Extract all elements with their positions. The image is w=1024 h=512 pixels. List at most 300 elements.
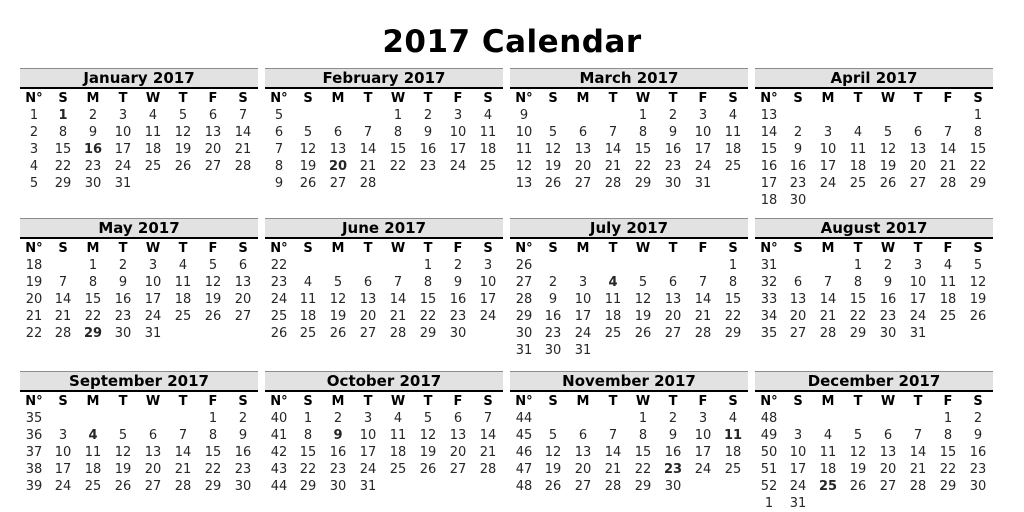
day-of-week-header: M — [576, 90, 590, 106]
day-of-week-header: M — [821, 393, 835, 409]
empty-date-cell — [473, 478, 503, 495]
date-cell: 14 — [694, 292, 712, 307]
date-cell: 22 — [84, 309, 102, 324]
date-cell: 23 — [234, 462, 252, 477]
day-of-week-header: T — [423, 240, 433, 256]
date-cell: 28 — [604, 479, 622, 494]
week-row — [510, 124, 748, 141]
date-cell: 28 — [54, 326, 72, 341]
day-of-week-header: F — [698, 90, 708, 106]
week-number-cell: 15 — [760, 142, 778, 157]
month-title: October 2017 — [265, 371, 503, 392]
date-cell: 14 — [54, 292, 72, 307]
date-cell: 20 — [144, 462, 162, 477]
week-row — [20, 308, 258, 325]
week-row — [510, 410, 748, 427]
date-cell: 24 — [144, 309, 162, 324]
date-cell: 27 — [449, 462, 467, 477]
day-of-week-header: W — [145, 90, 161, 106]
day-of-week-header: W — [390, 90, 406, 106]
empty-date-cell — [843, 192, 873, 209]
week-row — [510, 308, 748, 325]
date-cell: 29 — [634, 479, 652, 494]
week-number-cell: 30 — [515, 326, 533, 341]
empty-date-cell — [628, 257, 658, 274]
week-number-header: N° — [515, 90, 533, 106]
empty-date-cell — [598, 410, 628, 427]
day-of-week-header: M — [331, 240, 345, 256]
month-table — [265, 89, 503, 192]
empty-date-cell — [813, 410, 843, 427]
date-cell: 1 — [638, 411, 648, 426]
date-cell: 1 — [973, 108, 983, 123]
date-cell: 11 — [174, 275, 192, 290]
empty-date-cell — [688, 257, 718, 274]
date-cell: 29 — [969, 176, 987, 191]
week-number-cell: 21 — [25, 309, 43, 324]
date-cell: 3 — [823, 125, 833, 140]
week-number-cell: 16 — [760, 159, 778, 174]
date-cell: 1 — [728, 258, 738, 273]
date-cell: 22 — [419, 309, 437, 324]
date-cell: 14 — [389, 292, 407, 307]
date-cell: 12 — [419, 428, 437, 443]
day-of-week-header: W — [390, 393, 406, 409]
date-cell: 14 — [174, 445, 192, 460]
day-of-week-header: S — [303, 90, 313, 106]
day-of-week-header: T — [913, 393, 923, 409]
date-cell: 31 — [694, 176, 712, 191]
week-number-header: N° — [25, 90, 43, 106]
date-cell: 31 — [909, 326, 927, 341]
date-cell: 2 — [88, 108, 98, 123]
date-cell: 24 — [54, 479, 72, 494]
date-cell: 2 — [883, 258, 893, 273]
empty-date-cell — [443, 478, 473, 495]
date-cell: 22 — [389, 159, 407, 174]
date-cell: 26 — [114, 479, 132, 494]
empty-date-cell — [903, 107, 933, 124]
empty-date-cell — [353, 257, 383, 274]
date-cell: 28 — [359, 176, 377, 191]
holiday-date-cell: 20 — [328, 159, 348, 174]
day-of-week-header: S — [58, 240, 68, 256]
week-number-cell: 36 — [25, 428, 43, 443]
date-cell: 18 — [604, 309, 622, 324]
day-of-week-header: W — [390, 240, 406, 256]
week-row — [755, 124, 993, 141]
week-number-cell: 50 — [760, 445, 778, 460]
date-cell: 8 — [638, 428, 648, 443]
week-number-cell: 19 — [25, 275, 43, 290]
date-cell: 3 — [483, 258, 493, 273]
date-cell: 25 — [724, 159, 742, 174]
date-cell: 19 — [544, 159, 562, 174]
week-row — [510, 325, 748, 342]
date-cell: 14 — [604, 445, 622, 460]
week-row — [20, 141, 258, 158]
month-title: September 2017 — [20, 371, 258, 392]
week-row — [755, 291, 993, 308]
date-cell: 12 — [544, 445, 562, 460]
date-cell: 31 — [359, 479, 377, 494]
empty-date-cell — [228, 325, 258, 342]
date-cell: 11 — [604, 292, 622, 307]
date-cell: 12 — [544, 142, 562, 157]
holiday-date-cell: 1 — [58, 108, 68, 123]
empty-date-cell — [783, 410, 813, 427]
empty-date-cell — [873, 495, 903, 512]
empty-date-cell — [813, 192, 843, 209]
date-cell: 21 — [694, 309, 712, 324]
day-of-week-header: T — [423, 90, 433, 106]
date-cell: 1 — [423, 258, 433, 273]
month-table — [510, 89, 748, 192]
date-cell: 24 — [574, 326, 592, 341]
date-cell: 21 — [939, 159, 957, 174]
date-cell: 6 — [148, 428, 158, 443]
week-row — [510, 141, 748, 158]
date-cell: 29 — [724, 326, 742, 341]
week-row — [265, 291, 503, 308]
day-of-week-header: S — [548, 90, 558, 106]
date-cell: 24 — [789, 479, 807, 494]
week-row — [265, 427, 503, 444]
week-row — [265, 308, 503, 325]
date-cell: 11 — [479, 125, 497, 140]
date-cell: 20 — [909, 159, 927, 174]
date-cell: 11 — [724, 125, 742, 140]
date-cell: 12 — [329, 292, 347, 307]
date-cell: 17 — [449, 142, 467, 157]
week-number-cell: 8 — [274, 159, 284, 174]
empty-date-cell — [138, 175, 168, 192]
week-number-cell: 48 — [760, 411, 778, 426]
week-row — [755, 107, 993, 124]
week-number-cell: 51 — [760, 462, 778, 477]
empty-date-cell — [783, 107, 813, 124]
week-number-cell: 35 — [760, 326, 778, 341]
week-number-cell: 24 — [270, 292, 288, 307]
empty-date-cell — [108, 410, 138, 427]
date-cell: 8 — [728, 275, 738, 290]
date-cell: 7 — [58, 275, 68, 290]
date-cell: 21 — [604, 159, 622, 174]
date-cell: 16 — [449, 292, 467, 307]
day-of-week-header: S — [973, 90, 983, 106]
date-cell: 21 — [819, 309, 837, 324]
date-cell: 15 — [54, 142, 72, 157]
date-cell: 17 — [694, 142, 712, 157]
month-september-2017 — [20, 371, 258, 495]
week-number-cell: 9 — [274, 176, 284, 191]
date-cell: 6 — [333, 125, 343, 140]
date-cell: 21 — [234, 142, 252, 157]
date-cell: 29 — [299, 479, 317, 494]
date-cell: 28 — [604, 176, 622, 191]
date-cell: 17 — [114, 142, 132, 157]
week-row — [20, 158, 258, 175]
date-cell: 28 — [819, 326, 837, 341]
date-cell: 15 — [634, 142, 652, 157]
date-cell: 9 — [973, 428, 983, 443]
date-cell: 30 — [789, 193, 807, 208]
date-cell: 5 — [548, 125, 558, 140]
month-table — [510, 239, 748, 359]
month-table — [755, 392, 993, 512]
date-cell: 28 — [939, 176, 957, 191]
date-cell: 14 — [234, 125, 252, 140]
date-cell: 29 — [634, 176, 652, 191]
empty-date-cell — [873, 192, 903, 209]
date-cell: 27 — [664, 326, 682, 341]
day-of-week-header: T — [363, 393, 373, 409]
date-cell: 1 — [303, 411, 313, 426]
date-cell: 19 — [114, 462, 132, 477]
date-cell: 7 — [608, 428, 618, 443]
date-cell: 25 — [849, 176, 867, 191]
empty-date-cell — [413, 478, 443, 495]
date-cell: 16 — [114, 292, 132, 307]
week-row — [510, 107, 748, 124]
week-number-header: N° — [25, 240, 43, 256]
month-may-2017 — [20, 218, 258, 342]
date-cell: 22 — [634, 462, 652, 477]
week-row — [510, 158, 748, 175]
day-of-week-header: W — [145, 393, 161, 409]
week-row — [20, 257, 258, 274]
date-cell: 11 — [849, 142, 867, 157]
empty-date-cell — [198, 175, 228, 192]
date-cell: 24 — [114, 159, 132, 174]
empty-date-cell — [933, 192, 963, 209]
date-cell: 16 — [969, 445, 987, 460]
date-cell: 21 — [359, 159, 377, 174]
date-cell: 19 — [329, 309, 347, 324]
month-table — [265, 239, 503, 342]
date-cell: 28 — [909, 479, 927, 494]
day-of-week-header: S — [238, 90, 248, 106]
date-cell: 8 — [638, 125, 648, 140]
date-cell: 28 — [389, 326, 407, 341]
date-cell: 23 — [329, 462, 347, 477]
week-row — [510, 444, 748, 461]
date-cell: 3 — [698, 108, 708, 123]
date-cell: 17 — [144, 292, 162, 307]
date-cell: 20 — [359, 309, 377, 324]
date-cell: 4 — [303, 275, 313, 290]
day-of-week-header: W — [635, 393, 651, 409]
date-cell: 13 — [144, 445, 162, 460]
month-title: November 2017 — [510, 371, 748, 392]
date-cell: 5 — [638, 275, 648, 290]
day-of-week-header: F — [943, 240, 953, 256]
date-cell: 4 — [148, 108, 158, 123]
date-cell: 8 — [393, 125, 403, 140]
day-of-week-header: S — [973, 240, 983, 256]
empty-date-cell — [813, 257, 843, 274]
week-number-cell: 4 — [29, 159, 39, 174]
date-cell: 3 — [148, 258, 158, 273]
empty-date-cell — [628, 342, 658, 359]
month-march-2017 — [510, 68, 748, 192]
date-cell: 26 — [879, 176, 897, 191]
date-cell: 13 — [234, 275, 252, 290]
date-cell: 4 — [728, 411, 738, 426]
date-cell: 4 — [823, 428, 833, 443]
date-cell: 18 — [479, 142, 497, 157]
date-cell: 26 — [174, 159, 192, 174]
empty-date-cell — [413, 175, 443, 192]
date-cell: 29 — [54, 176, 72, 191]
date-cell: 20 — [574, 462, 592, 477]
date-cell: 4 — [728, 108, 738, 123]
date-cell: 24 — [819, 176, 837, 191]
week-number-cell: 14 — [760, 125, 778, 140]
day-of-week-header: W — [145, 240, 161, 256]
date-cell: 28 — [174, 479, 192, 494]
week-row — [20, 444, 258, 461]
month-title: March 2017 — [510, 68, 748, 89]
date-cell: 3 — [793, 428, 803, 443]
date-cell: 24 — [909, 309, 927, 324]
month-title: December 2017 — [755, 371, 993, 392]
week-row — [265, 175, 503, 192]
month-title: May 2017 — [20, 218, 258, 239]
date-cell: 8 — [973, 125, 983, 140]
date-cell: 25 — [144, 159, 162, 174]
week-number-cell: 38 — [25, 462, 43, 477]
week-number-header: N° — [515, 393, 533, 409]
date-cell: 3 — [578, 275, 588, 290]
week-row — [755, 325, 993, 342]
date-cell: 4 — [393, 411, 403, 426]
day-of-week-header: M — [576, 393, 590, 409]
week-number-cell: 49 — [760, 428, 778, 443]
empty-date-cell — [228, 175, 258, 192]
day-of-week-header: T — [913, 240, 923, 256]
date-cell: 13 — [664, 292, 682, 307]
week-number-cell: 7 — [274, 142, 284, 157]
date-cell: 21 — [909, 462, 927, 477]
week-row — [20, 175, 258, 192]
date-cell: 27 — [329, 176, 347, 191]
day-of-week-header: T — [853, 393, 863, 409]
date-cell: 13 — [574, 142, 592, 157]
date-cell: 23 — [544, 326, 562, 341]
week-number-header: N° — [760, 240, 778, 256]
empty-date-cell — [473, 325, 503, 342]
empty-date-cell — [843, 107, 873, 124]
day-of-week-header: T — [178, 240, 188, 256]
week-row — [265, 274, 503, 291]
week-number-cell: 44 — [515, 411, 533, 426]
day-of-week-header: T — [178, 393, 188, 409]
date-cell: 6 — [453, 411, 463, 426]
week-row — [20, 478, 258, 495]
date-cell: 19 — [849, 462, 867, 477]
date-cell: 9 — [238, 428, 248, 443]
date-cell: 7 — [943, 125, 953, 140]
empty-date-cell — [903, 192, 933, 209]
date-cell: 14 — [359, 142, 377, 157]
week-row — [265, 257, 503, 274]
date-cell: 10 — [909, 275, 927, 290]
date-cell: 5 — [853, 428, 863, 443]
day-of-week-header: F — [943, 393, 953, 409]
week-row — [20, 410, 258, 427]
date-cell: 7 — [698, 275, 708, 290]
empty-date-cell — [538, 257, 568, 274]
week-row — [755, 141, 993, 158]
date-cell: 22 — [54, 159, 72, 174]
date-cell: 28 — [234, 159, 252, 174]
date-cell: 24 — [359, 462, 377, 477]
week-row — [20, 325, 258, 342]
day-of-week-header: T — [363, 90, 373, 106]
date-cell: 15 — [634, 445, 652, 460]
week-number-cell: 31 — [760, 258, 778, 273]
empty-date-cell — [473, 175, 503, 192]
date-cell: 20 — [204, 142, 222, 157]
date-cell: 23 — [419, 159, 437, 174]
week-number-cell: 23 — [270, 275, 288, 290]
day-of-week-header: S — [303, 393, 313, 409]
date-cell: 12 — [114, 445, 132, 460]
week-row — [510, 427, 748, 444]
week-number-header: N° — [25, 393, 43, 409]
date-cell: 25 — [604, 326, 622, 341]
date-cell: 15 — [299, 445, 317, 460]
date-cell: 25 — [299, 326, 317, 341]
date-cell: 30 — [664, 176, 682, 191]
day-of-week-header: M — [86, 393, 100, 409]
date-cell: 21 — [174, 462, 192, 477]
month-title: July 2017 — [510, 218, 748, 239]
week-number-cell: 45 — [515, 428, 533, 443]
week-number-cell: 28 — [515, 292, 533, 307]
empty-date-cell — [598, 257, 628, 274]
date-cell: 20 — [879, 462, 897, 477]
month-title: June 2017 — [265, 218, 503, 239]
day-of-week-header: S — [238, 240, 248, 256]
day-of-week-header: F — [698, 240, 708, 256]
date-cell: 8 — [303, 428, 313, 443]
week-number-cell: 2 — [29, 125, 39, 140]
day-of-week-header: W — [880, 393, 896, 409]
week-number-cell: 46 — [515, 445, 533, 460]
day-of-week-header: T — [913, 90, 923, 106]
month-table — [265, 392, 503, 495]
date-cell: 15 — [84, 292, 102, 307]
month-table — [755, 89, 993, 209]
date-cell: 16 — [419, 142, 437, 157]
date-cell: 24 — [694, 159, 712, 174]
date-cell: 2 — [333, 411, 343, 426]
date-cell: 13 — [449, 428, 467, 443]
date-cell: 10 — [449, 125, 467, 140]
holiday-date-cell: 29 — [83, 326, 103, 341]
day-of-week-header: T — [118, 240, 128, 256]
month-february-2017 — [265, 68, 503, 192]
day-of-week-header: F — [453, 240, 463, 256]
date-cell: 22 — [299, 462, 317, 477]
date-cell: 31 — [789, 496, 807, 511]
empty-date-cell — [843, 495, 873, 512]
empty-date-cell — [903, 495, 933, 512]
week-number-header: N° — [270, 90, 288, 106]
empty-date-cell — [963, 495, 993, 512]
